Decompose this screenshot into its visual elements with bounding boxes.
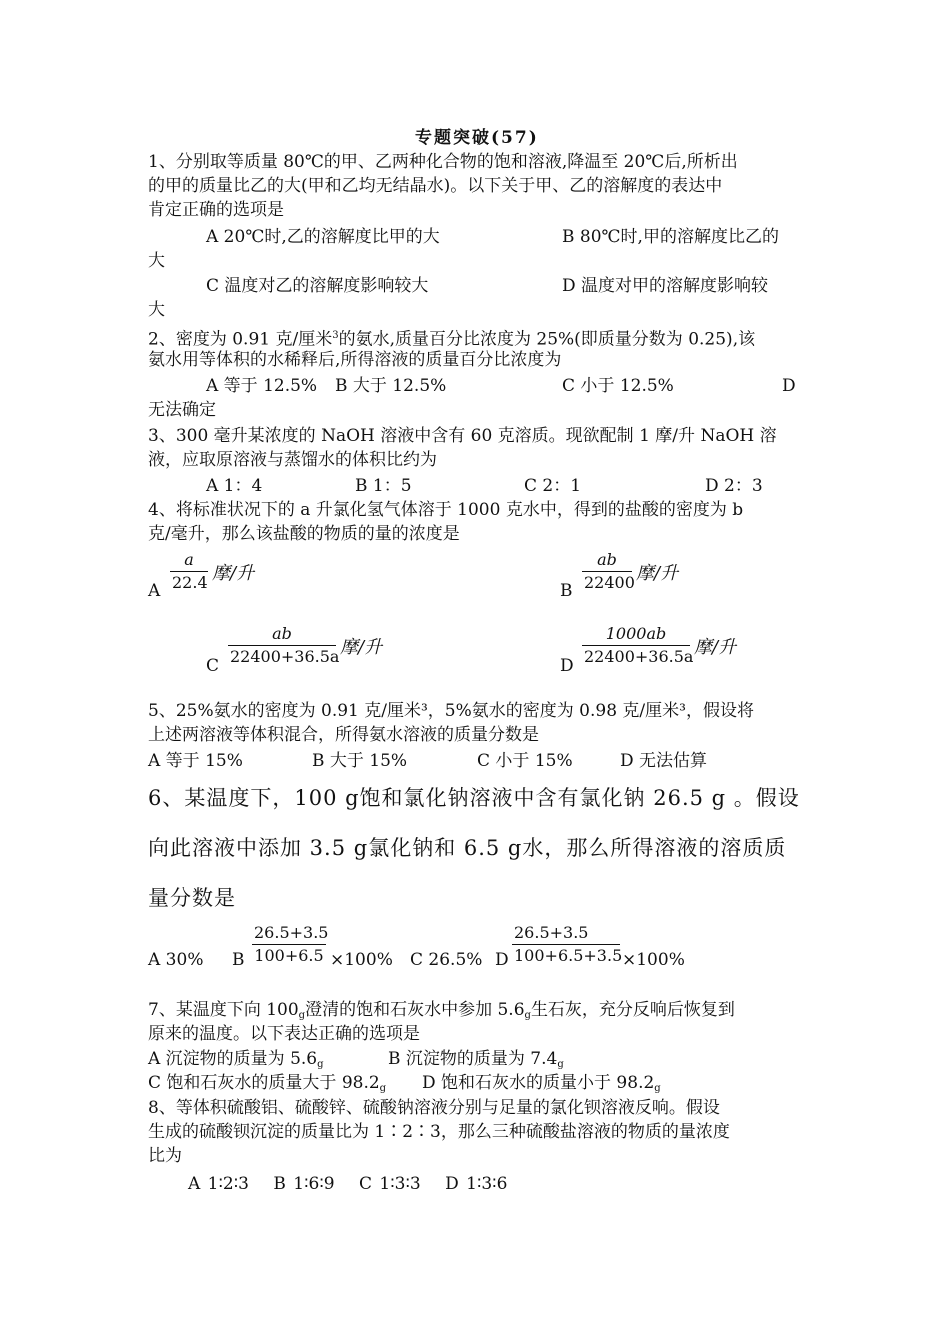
q7-line-1a: 7、某温度下向 100 [148, 1000, 299, 1020]
q4-option-c-label: C [206, 656, 220, 676]
q4-c-unit: 摩/升 [340, 637, 383, 658]
q1-option-a: A 20℃时,乙的溶解度比甲的大 [206, 227, 440, 247]
q2-option-d-cont: 无法确定 [148, 400, 216, 420]
q7-option-d-text: D 饱和石灰水的质量小于 98.2 [422, 1073, 655, 1093]
q4-option-a-label: A [148, 581, 161, 601]
q6-option-d-tail: ×100% [622, 950, 685, 970]
q4-option-d-label: D [560, 656, 574, 676]
q7-a-unit: g [317, 1059, 324, 1070]
q4-d-denominator: 22400+36.5a [584, 647, 694, 666]
q4-c-denominator: 22400+36.5a [230, 647, 340, 666]
q1-option-d-cont: 大 [148, 300, 165, 320]
q2-line-1b: 的氨水,质量百分比浓度为 25%(即质量分数为 0.25),该 [338, 329, 756, 350]
q3-option-a: A 1：4 [206, 476, 263, 496]
q2-option-a: A 等于 12.5% [206, 376, 318, 396]
q6-line-2: 向此溶液中添加 3.5 g氯化钠和 6.5 g水，那么所得溶液的溶质质 [148, 836, 787, 860]
q7-d-unit: g [654, 1083, 661, 1094]
q5-option-a: A 等于 15% [148, 751, 243, 771]
q6-d-numerator: 26.5+3.5 [514, 923, 589, 942]
q8-line-1: 8、等体积硫酸铝、硫酸锌、硫酸钠溶液分别与足量的氯化钡溶液反响。假设 [148, 1098, 720, 1118]
q5-line-2: 上述两溶液等体积混合，所得氨水溶液的质量分数是 [148, 725, 539, 745]
q3-line-2: 液，应取原溶液与蒸馏水的体积比约为 [148, 450, 437, 470]
q1-option-c: C 温度对乙的溶解度影响较大 [206, 276, 429, 296]
q1-line-2: 的甲的质量比乙的大(甲和乙均无结晶水)。以下关于甲、乙的溶解度的表达中 [148, 176, 723, 196]
q4-option-a-fraction [170, 549, 208, 594]
q4-d-unit: 摩/升 [694, 637, 737, 658]
q1-option-b: B 80℃时,甲的溶解度比乙的 [562, 227, 779, 247]
q4-b-numerator: ab [597, 550, 617, 569]
q8-line-2: 生成的硫酸钡沉淀的质量比为 1∶2∶3，那么三种硫酸盐溶液的物质的量浓度 [148, 1122, 730, 1142]
q6-option-a: A 30% [148, 950, 204, 970]
q6-option-d-label: D [495, 950, 509, 970]
q7-option-a-text: A 沉淀物的质量为 5.6 [148, 1049, 318, 1069]
q2-option-b: B 大于 12.5% [335, 376, 447, 396]
q5-option-b: B 大于 15% [312, 751, 408, 771]
q6-line-3: 量分数是 [148, 886, 236, 910]
q6-option-b-fraction [252, 922, 329, 967]
q2-option-c: C 小于 12.5% [562, 376, 674, 396]
q4-option-d-fraction [582, 623, 694, 668]
q3-option-d: D 2：3 [705, 476, 763, 496]
q2-sup: 3 [332, 330, 339, 341]
q7-b-unit: g [557, 1059, 564, 1070]
q6-d-denominator: 100+6.5+3.5 [514, 946, 623, 965]
q4-option-b-label: B [560, 581, 573, 601]
q8-line-3: 比为 [148, 1146, 182, 1166]
q1-option-b-cont: 大 [148, 251, 165, 271]
q7-unit-g-1: g [298, 1010, 306, 1021]
q6-option-d-fraction [512, 922, 623, 967]
q7-option-b-text: B 沉淀物的质量为 7.4 [388, 1049, 558, 1069]
q6-option-c: C 26.5% [410, 950, 483, 970]
q1-line-1: 1、分别取等质量 80℃的甲、乙两种化合物的饱和溶液,降温至 20℃后,所析出 [148, 152, 738, 172]
q3-option-c: C 2：1 [524, 476, 582, 496]
q4-line-1: 4、将标准状况下的 a 升氯化氢气体溶于 1000 克水中，得到的盐酸的密度为 b [148, 500, 744, 520]
q5-option-c: C 小于 15% [477, 751, 573, 771]
q2-option-d: D [782, 376, 796, 396]
q7-line-1c: 生石灰，充分反响后恢复到 [530, 1000, 735, 1020]
q6-line-1: 6、某温度下，100 g饱和氯化钠溶液中含有氯化钠 26.5 g 。假设 [148, 786, 800, 810]
q6-b-numerator: 26.5+3.5 [254, 923, 329, 942]
q7-c-unit: g [379, 1083, 387, 1094]
q7-line-1b: 澄清的饱和石灰水中参加 5.6 [305, 1000, 525, 1020]
q4-d-numerator: 1000ab [605, 624, 667, 643]
q4-b-denominator: 22400 [584, 573, 635, 592]
q4-line-2: 克/毫升，那么该盐酸的物质的量的浓度是 [148, 524, 460, 544]
q1-option-d: D 温度对甲的溶解度影响较 [562, 276, 769, 296]
q6-b-denominator: 100+6.5 [254, 946, 324, 965]
page-title: 专题突破(57) [415, 128, 539, 148]
q2-line-2: 氨水用等体积的水稀释后,所得溶液的质量百分比浓度为 [148, 350, 562, 370]
q4-option-b-fraction [582, 549, 635, 594]
q8-options: A 1∶2∶3 B 1∶6∶9 C 1∶3∶3 D 1∶3∶6 [188, 1174, 508, 1194]
q3-option-b: B 1：5 [355, 476, 412, 496]
q5-option-d: D 无法估算 [620, 751, 708, 771]
q4-c-numerator: ab [272, 624, 292, 643]
q7-option-c-text: C 饱和石灰水的质量大于 98.2 [148, 1073, 380, 1093]
q4-a-numerator: a [184, 550, 194, 569]
q6-option-b-tail: ×100% [330, 950, 393, 970]
q4-a-denominator: 22.4 [172, 573, 208, 592]
q7-line-2: 原来的温度。以下表达正确的选项是 [148, 1024, 420, 1044]
q2-line-1a: 2、密度为 0.91 克/厘米 [148, 329, 333, 350]
q5-line-1: 5、25%氨水的密度为 0.91 克/厘米³，5%氨水的密度为 0.98 克/厘米³，假设将 [148, 701, 754, 721]
q6-option-b-label: B [232, 950, 245, 970]
q7-unit-g-2: g [524, 1010, 531, 1021]
q4-option-c-fraction [228, 623, 340, 668]
q4-b-unit: 摩/升 [636, 563, 679, 584]
q4-a-unit: 摩/升 [212, 563, 255, 584]
q3-line-1: 3、300 毫升某浓度的 NaOH 溶液中含有 60 克溶质。现欲配制 1 摩/升 NaOH 溶 [148, 426, 777, 446]
q1-line-3: 肯定正确的选项是 [148, 200, 284, 220]
